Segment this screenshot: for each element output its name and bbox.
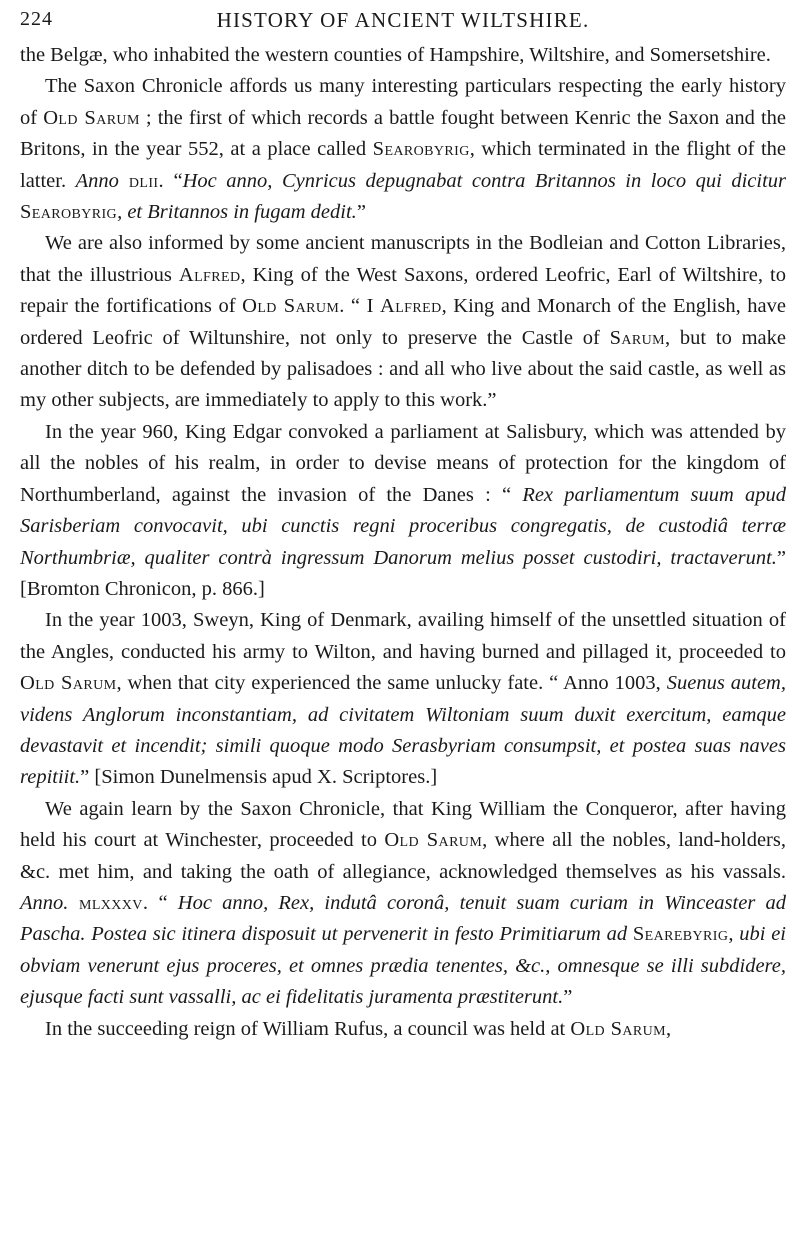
place-name: Searobyrig bbox=[372, 138, 470, 161]
text-run: ” [Simon Dunelmensis apud X. Scriptores.] bbox=[80, 766, 438, 789]
latin-quote: Hoc anno, Rex, indutâ coronâ, tenuit suam curiam in Winceaster ad Pascha. Postea sic itinera disposuit ut pervenerit in festo Primitiarum ad bbox=[20, 891, 786, 946]
paragraph-william-conqueror bbox=[20, 794, 786, 1014]
latin-quote: Anno bbox=[75, 169, 119, 192]
text-run: the Belgæ, who inhabited the western counties of Hampshire, Wiltshire, and Somersetshire. bbox=[20, 44, 771, 66]
latin-quote: Rex parliamentum suum apud Sarisberiam convocavit, ubi cunctis regni proceribus congregatis, de custodiâ terræ Northumbriæ, qualiter contrà ingressum Danorum melius posset custodiri, tractaverunt. bbox=[20, 483, 786, 569]
place-name: Sarum bbox=[609, 326, 666, 349]
place-name: Searobyrig bbox=[20, 201, 118, 224]
text-run: We again learn by the Saxon Chronicle, that King William the Conqueror, after having held his court at Winchester, proceeded to bbox=[20, 797, 786, 852]
roman-year: dlii. bbox=[118, 169, 164, 192]
place-name: Old Sarum bbox=[20, 672, 117, 695]
text-run: In the year 960, King Edgar convoked a parliament at Salisbury, which was attended by all the nobles of his realm, in order to devise means of protection for the kingdom of Northumberland, against the invasion of the Danes : “ bbox=[20, 420, 786, 506]
latin-quote: Anno. bbox=[20, 891, 69, 914]
person-name: Alfred bbox=[380, 295, 442, 318]
paragraph-saxon-chronicle bbox=[20, 71, 786, 228]
text-run: , which terminated in the flight of the latter. bbox=[20, 138, 786, 192]
person-name: Alfred bbox=[178, 263, 241, 286]
latin-quote: , et Britannos in fugam dedit. bbox=[117, 201, 357, 224]
paragraph-sweyn bbox=[20, 605, 786, 793]
text-run: In the year 1003, Sweyn, King of Denmark, availing himself of the unsettled situation of the Angles, conducted his army to Wilton, and having burned and pillaged it, proceeded to bbox=[20, 609, 786, 663]
paragraph-william-rufus bbox=[20, 1014, 786, 1045]
text-run: . “ I bbox=[339, 295, 381, 318]
place-name: Old Sarum bbox=[384, 829, 483, 852]
text-run: , King of the West Saxons, ordered Leofric, Earl of Wiltshire, to repair the fortifications of bbox=[20, 263, 786, 318]
body-text bbox=[20, 40, 786, 1045]
place-name: Old Sarum bbox=[242, 295, 340, 318]
text-run: ” bbox=[563, 986, 573, 1009]
page-header bbox=[20, 4, 786, 40]
text-run: In the succeeding reign of William Rufus, a council was held at bbox=[45, 1017, 571, 1040]
text-run: ; the first of which records a battle fought between Kenric the Saxon and the Britons, in the year 552, at a place called bbox=[20, 106, 786, 161]
text-run: , but to make another ditch to be defended by palisadoes : and all who live about the said castle, as well as my other subjects, are immediately to apply to this work.” bbox=[20, 326, 786, 412]
text-run: The Saxon Chronicle affords us many interesting particulars respecting the early history of bbox=[20, 75, 786, 129]
text-run: “ bbox=[148, 891, 178, 914]
text-run: , King and Monarch of the English, have ordered Leofric of Wiltunshire, not only to preserve the Castle of bbox=[20, 295, 786, 349]
page-number: 224 bbox=[20, 8, 53, 30]
book-page bbox=[20, 4, 786, 1252]
text-run: ” bbox=[356, 201, 366, 224]
latin-quote: Suenus autem, videns Anglorum inconstantiam, ad civitatem Wiltoniam suum duxit exercitum, eamque devastavit et incendit; simili quoque modo Serasbyriam consumpsit, et postea suas naves repitiit. bbox=[20, 672, 786, 789]
roman-year: mlxxxv. bbox=[68, 891, 149, 914]
text-run: , when that city experienced the same unlucky fate. “ Anno 1003, bbox=[116, 672, 667, 695]
latin-quote: , ubi ei obviam venerunt ejus proceres, et omnes prædia tenentes, &c., omnesque se illi subdidere, ejusque facti sunt vassalli, ac ei fidelitatis juramenta præstiterunt. bbox=[20, 923, 786, 1009]
text-run: We are also informed by some ancient manuscripts in the Bodleian and Cotton Libraries, that the illustrious bbox=[20, 232, 786, 286]
text-run: , where all the nobles, land-holders, &c. met him, and taking the oath of allegiance, acknowledged themselves as his vassals. bbox=[20, 829, 786, 883]
running-title: HISTORY OF ANCIENT WILTSHIRE. bbox=[216, 8, 590, 32]
text-run: , bbox=[666, 1017, 672, 1040]
place-name: Old Sarum bbox=[43, 106, 140, 129]
paragraph-alfred bbox=[20, 228, 786, 416]
paragraph-edgar bbox=[20, 417, 786, 605]
paragraph-continuation bbox=[20, 40, 786, 71]
latin-quote: Hoc anno, Cynricus depugnabat contra Britannos in loco qui dicitur bbox=[182, 169, 786, 192]
place-name: Old Sarum bbox=[570, 1017, 666, 1040]
text-run: “ bbox=[163, 169, 183, 192]
text-run: ” [Bromton Chronicon, p. 866.] bbox=[20, 546, 786, 600]
place-name: Searebyrig bbox=[632, 923, 729, 946]
